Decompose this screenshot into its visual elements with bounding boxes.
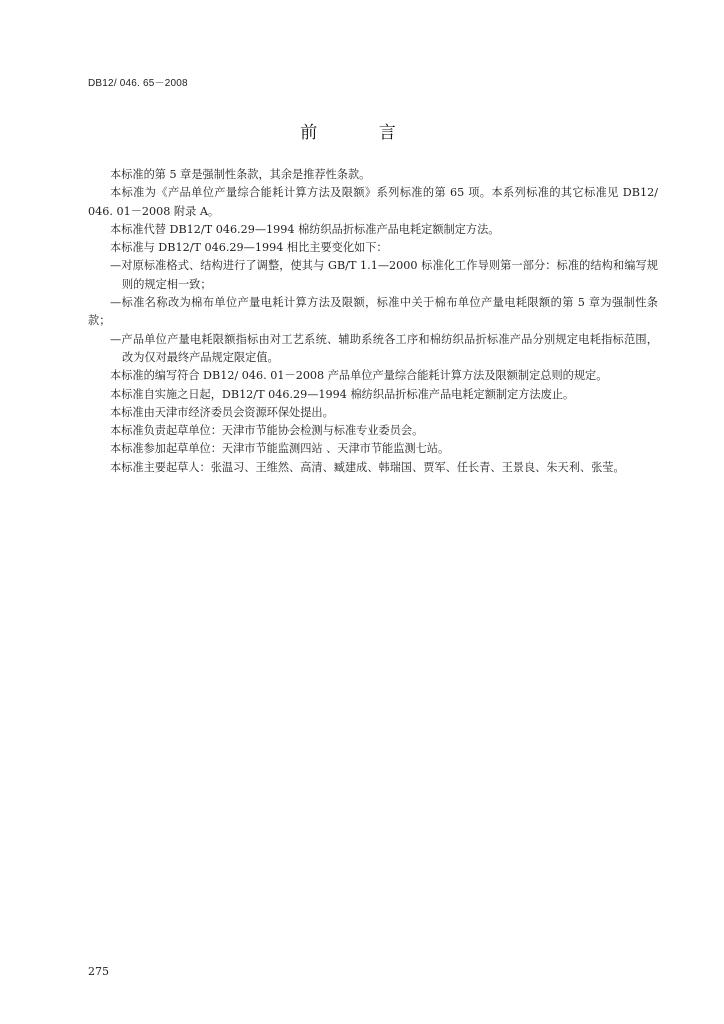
page-number: 275 [88, 965, 109, 978]
paragraph-main-drafters: 本标准主要起草人：张温习、王维然、高清、臧建成、韩瑞国、贾军、任长青、王景良、朱天利、张莹。 [110, 460, 625, 474]
change-item-title: —标准名称改为棉布单位产量电耗计算方法及限额，标准中关于棉布单位产量电耗限额的第 5 章为强制性条款； [88, 296, 658, 328]
change-item-format: —对原标准格式、结构进行了调整，使其与 GB/T 1.1—2000 标准化工作导则第一部分：标准的结构和编写规则的规定相一致； [110, 259, 658, 291]
paragraph-participating-drafters: 本标准参加起草单位：天津市节能监测四站 、天津市节能监测七站。 [110, 442, 450, 456]
paragraph-compliance: 本标准的编写符合 DB12/ 046. 01－2008 产品单位产量综合能耗计算方法及限额制定总则的规定。 [110, 369, 608, 383]
paragraph-replaces: 本标准代替 DB12/T 046.29—1994 棉纺织品折标准产品电耗定额制定方法。 [110, 222, 500, 236]
page-title: 前 言 [300, 123, 424, 143]
paragraph-abolishment: 本标准自实施之日起，DB12/T 046.29—1994 棉纺织品折标准产品电耗定额制定方法废止。 [110, 387, 575, 401]
paragraph-changes-intro: 本标准与 DB12/T 046.29—1994 相比主要变化如下： [110, 241, 388, 255]
paragraph-proposer: 本标准由天津市经济委员会资源环保处提出。 [110, 405, 334, 419]
paragraph-series-info: 本标准为《产品单位产量综合能耗计算方法及限额》系列标准的第 65 项。本系列标准的其它标准见 DB12/ 046. 01－2008 附录 A。 [88, 186, 658, 218]
standard-number: DB12/ 046. 65－2008 [88, 78, 188, 89]
change-item-limits: —产品单位产量电耗限额指标由对工艺系统、辅助系统各工序和棉纺织品折标准产品分别规定电耗指标范围，改为仅对最终产品规定限定值。 [110, 332, 658, 364]
paragraph-responsible-drafter: 本标准负责起草单位：天津市节能协会检测与标准专业委员会。 [110, 424, 424, 438]
paragraph-mandatory-clause: 本标准的第 5 章是强制性条款，其余是推荐性条款。 [110, 168, 371, 181]
foreword-body [88, 166, 658, 477]
